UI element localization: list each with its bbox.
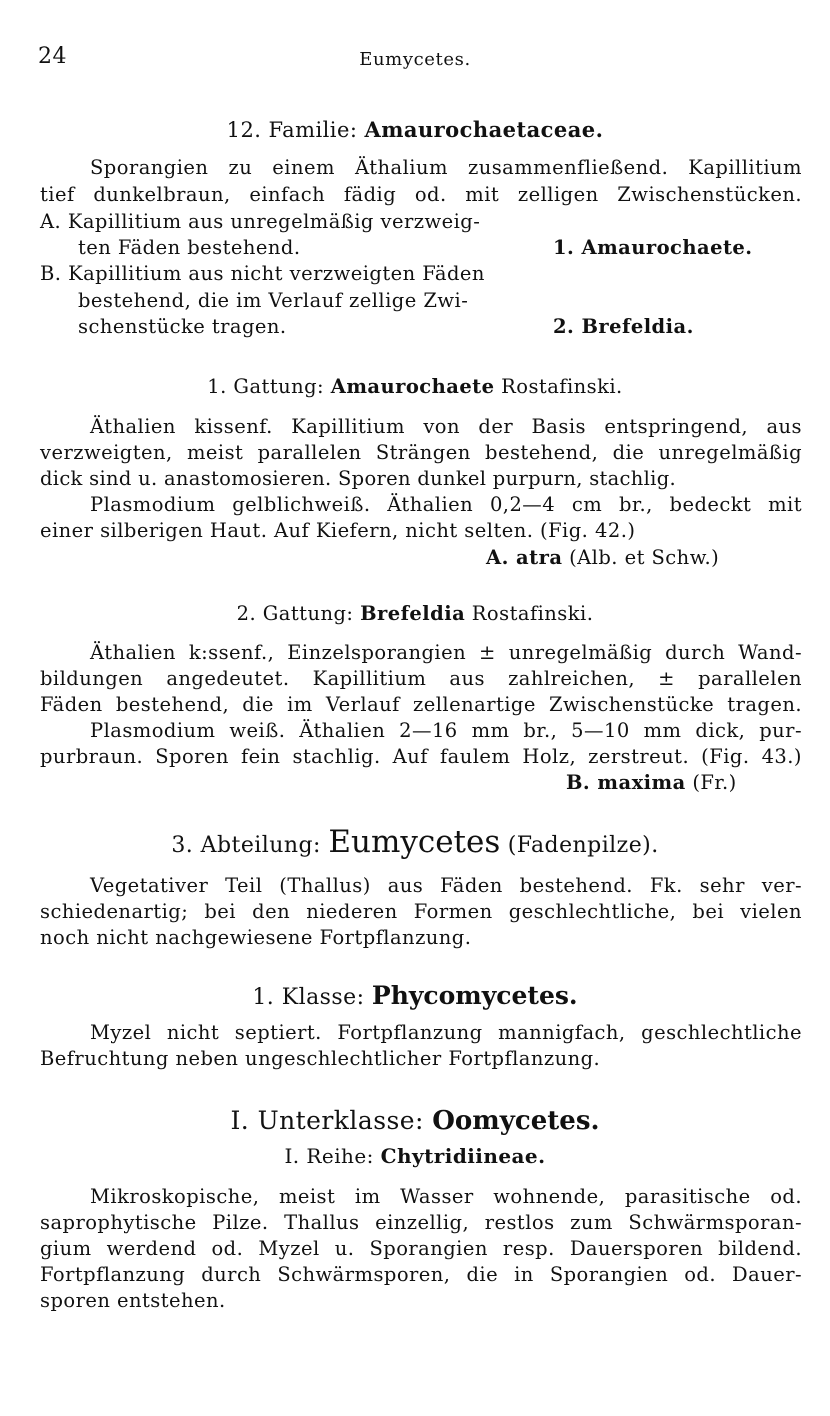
key-line: schenstücke tragen. xyxy=(78,315,287,338)
genus-heading-author: Rostafinski. xyxy=(465,602,594,625)
paragraph-line: bildungen angedeutet. Kapillitium aus zahlreichen, ± parallelen xyxy=(40,667,802,690)
paragraph-line: sporen entstehen. xyxy=(40,1289,226,1312)
species-name: B. maxima xyxy=(566,771,686,794)
key-line: ten Fäden bestehend. xyxy=(78,236,301,259)
paragraph-line: Befruchtung neben ungeschlechtlicher Fortpflanzung. xyxy=(40,1047,601,1070)
class-heading-prefix: 1. Klasse: xyxy=(252,985,372,1010)
subclass-heading-prefix: I. Unterklasse: xyxy=(230,1106,433,1135)
paragraph-line: Plasmodium gelblichweiß. Äthalien 0,2—4 cm br., bedeckt mit xyxy=(90,493,802,516)
running-title: Eumycetes. xyxy=(359,49,471,70)
paragraph-line: Äthalien kissenf. Kapillitium von der Basis entspringend, aus xyxy=(90,415,802,438)
paragraph-line: Fortpflanzung durch Schwärmsporen, die in Sporangien od. Dauer- xyxy=(40,1263,802,1286)
species-line xyxy=(486,545,719,571)
paragraph-line: Sporangien zu einem Äthalium zusammenfließend. Kapillitium xyxy=(90,156,802,179)
species-author: (Fr.) xyxy=(685,771,737,794)
genus-heading xyxy=(0,374,830,400)
order-heading-prefix: I. Reihe: xyxy=(284,1144,381,1168)
genus-heading-prefix: 2. Gattung: xyxy=(236,602,361,625)
paragraph-line: noch nicht nachgewiesene Fortpflanzung. xyxy=(40,926,472,949)
key-result: 1. Amaurochaete. xyxy=(553,236,753,259)
subclass-heading-name: Oomycetes. xyxy=(432,1106,600,1136)
paragraph-line: purbraun. Sporen fein stachlig. Auf faulem Holz, zerstreut. (Fig. 43.) xyxy=(40,745,802,768)
family-heading-name: Amaurochaetaceae. xyxy=(364,117,604,142)
genus-heading-author: Rostafinski. xyxy=(494,375,623,398)
paragraph-line: Fäden bestehend, die im Verlauf zellenartige Zwischenstücke tragen. xyxy=(40,693,802,716)
page-number: 24 xyxy=(38,44,67,69)
order-heading-name: Chytridiineae. xyxy=(380,1144,546,1168)
species-line xyxy=(566,770,737,796)
division-heading xyxy=(0,824,830,864)
paragraph-line: einer silberigen Haut. Auf Kiefern, nicht selten. (Fig. 42.) xyxy=(40,519,636,542)
family-heading xyxy=(0,117,830,143)
division-heading-prefix: 3. Abteilung: xyxy=(171,833,329,858)
paragraph-line: Mikroskopische, meist im Wasser wohnende, parasitische od. xyxy=(90,1185,802,1208)
paragraph-line: verzweigten, meist parallelen Strängen bestehend, die unregelmäßig xyxy=(40,441,802,464)
paragraph-line: Vegetativer Teil (Thallus) aus Fäden bestehend. Fk. sehr ver- xyxy=(90,874,802,897)
family-heading-prefix: 12. Familie: xyxy=(226,118,365,142)
genus-heading xyxy=(0,601,830,627)
class-heading-name: Phycomycetes. xyxy=(371,981,578,1010)
key-line: bestehend, die im Verlauf zellige Zwi- xyxy=(78,289,469,312)
paragraph-line: gium werdend od. Myzel u. Sporangien resp. Dauersporen bildend. xyxy=(40,1237,802,1260)
division-heading-suffix: (Fadenpilze). xyxy=(500,833,659,858)
genus-heading-name: Amaurochaete xyxy=(330,375,495,398)
paragraph-line: Plasmodium weiß. Äthalien 2—16 mm br., 5—10 mm dick, pur- xyxy=(90,719,802,742)
class-heading xyxy=(0,980,830,1014)
paragraph-line: tief dunkelbraun, einfach fädig od. mit zelligen Zwischenstücken. xyxy=(40,183,802,206)
key-line: B. Kapillitium aus nicht verzweigten Fäden xyxy=(40,262,485,285)
key-line: A. Kapillitium aus unregelmäßig verzweig- xyxy=(40,210,481,233)
paragraph-line: saprophytische Pilze. Thallus einzellig, restlos zum Schwärmsporan- xyxy=(40,1211,802,1234)
paragraph-line: Äthalien k:ssenf., Einzelsporangien ± unregelmäßig durch Wand- xyxy=(90,641,802,664)
division-heading-name: Eumycetes xyxy=(328,824,501,860)
paragraph-line: schiedenartig; bei den niederen Formen geschlechtliche, bei vielen xyxy=(40,900,802,923)
subclass-heading xyxy=(0,1104,830,1138)
genus-heading-prefix: 1. Gattung: xyxy=(207,375,331,398)
paragraph-line: dick sind u. anastomosieren. Sporen dunkel purpurn, stachlig. xyxy=(40,467,676,490)
paragraph-line: Myzel nicht septiert. Fortpflanzung mannigfach, geschlechtliche xyxy=(90,1021,802,1044)
order-heading xyxy=(0,1143,830,1169)
species-name: A. atra xyxy=(486,546,563,569)
species-author: (Alb. et Schw.) xyxy=(562,546,720,569)
genus-heading-name: Brefeldia xyxy=(360,602,466,625)
key-result: 2. Brefeldia. xyxy=(553,315,694,338)
